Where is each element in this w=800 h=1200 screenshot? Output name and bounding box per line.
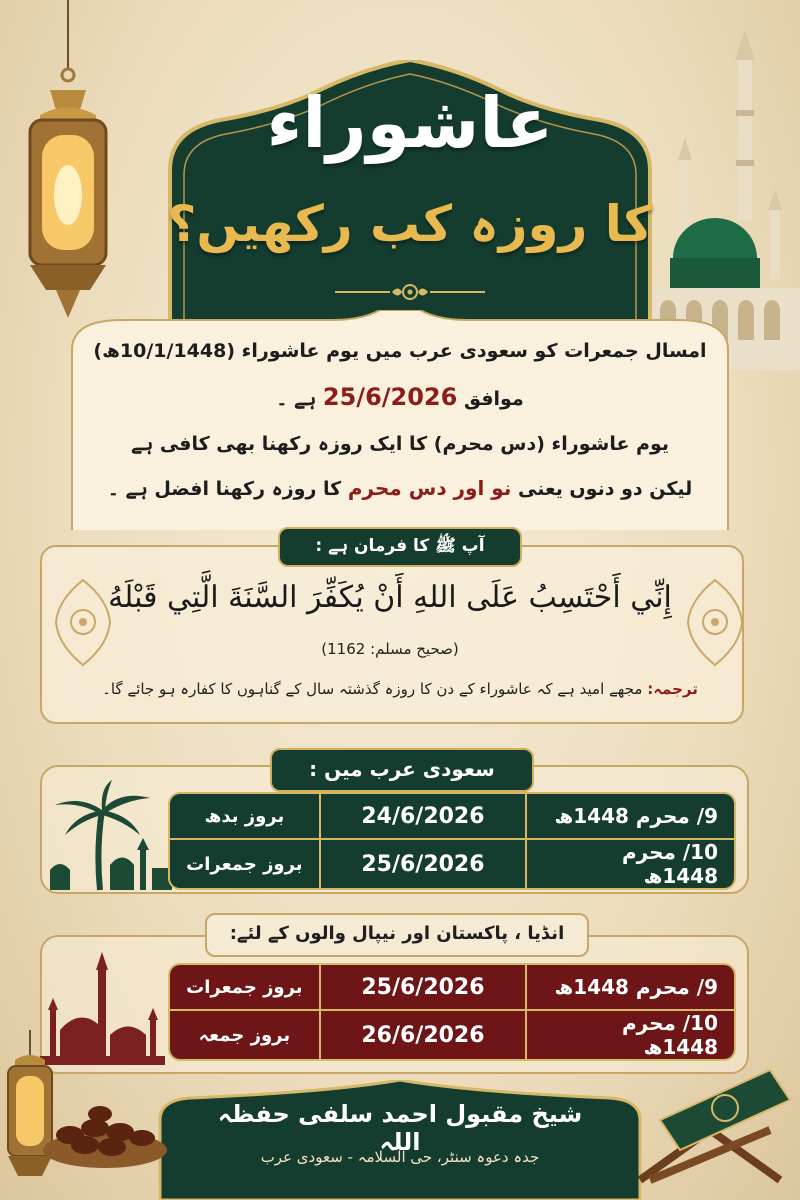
author-location: جدہ دعوہ سنٹر، حی السلامہ - سعودی عرب	[260, 1148, 540, 1166]
table-row	[170, 1011, 734, 1059]
hijri-date-cell: 9/ محرم 1448ھ	[525, 965, 734, 1011]
weekday-cell: بروز بدھ	[170, 794, 319, 840]
info-line-3: یوم عاشوراء (دس محرم) کا ایک روزہ رکھنا بھی کافی ہے	[130, 433, 670, 455]
weekday-cell: بروز جمعرات	[170, 840, 319, 888]
weekday-cell: بروز جمعرات	[170, 965, 319, 1011]
hijri-date-cell: 9/ محرم 1448ھ	[525, 794, 734, 840]
gregorian-date-cell: 25/6/2026	[319, 965, 525, 1011]
saudi-schedule-table	[168, 792, 736, 890]
weekday-cell: بروز جمعہ	[170, 1011, 319, 1059]
info-line-2	[80, 383, 720, 411]
hijri-date-cell: 10/ محرم 1448ھ	[525, 1011, 734, 1059]
gregorian-date-cell: 25/6/2026	[319, 840, 525, 888]
info-line-4-suffix: کا روزہ رکھنا افضل ہے ۔	[107, 478, 342, 500]
ornament-icon	[330, 282, 490, 302]
palm-tree-icon	[40, 780, 175, 895]
saudi-heading: سعودی عرب میں :	[270, 748, 534, 792]
hadith-reference: (صحیح مسلم: 1162)	[321, 640, 459, 658]
info-line-1: امسال جمعرات کو سعودی عرب میں یوم عاشوراء (10/1/1448ھ)	[93, 340, 707, 362]
hadith-arabic-text: إِنِّي أَحْتَسِبُ عَلَى اللهِ أَنْ يُكَفِّرَ السَّنَةَ الَّتِي قَبْلَهُ	[108, 580, 672, 615]
info-line-4-prefix: لیکن دو دنوں یعنی	[517, 478, 693, 500]
info-line-4	[80, 476, 720, 500]
translation-text: مجھے امید ہے کہ عاشوراء کے دن کا روزہ گذشتہ سال کے گناہوں کا کفارہ ہو جائے گا۔	[102, 680, 643, 698]
info-line-2-suffix: ہے ۔	[276, 388, 317, 410]
info-date-highlight: 25/6/2026	[322, 383, 458, 411]
india-schedule-table	[168, 963, 736, 1061]
india-heading: انڈیا ، پاکستان اور نیپال والوں کے لئے:	[205, 913, 589, 957]
table-row	[170, 840, 734, 888]
gregorian-date-cell: 26/6/2026	[319, 1011, 525, 1059]
info-line-2-prefix: موافق	[463, 388, 524, 410]
quran-icon	[620, 1060, 800, 1190]
table-row	[170, 794, 734, 840]
table-row	[170, 965, 734, 1011]
page-title: عاشوراء	[266, 82, 554, 164]
gregorian-date-cell: 24/6/2026	[319, 794, 525, 840]
dates-icon	[40, 1090, 170, 1170]
medallion-icon	[680, 575, 750, 670]
translation-label: ترجمہ:	[647, 680, 698, 698]
hadith-translation	[90, 680, 710, 698]
author-name: شیخ مقبول احمد سلفی حفظہ اللہ	[217, 1100, 583, 1156]
lantern-icon	[10, 0, 110, 330]
page-subtitle: کا روزہ کب رکھیں؟	[167, 195, 653, 253]
hijri-date-cell: 10/ محرم 1448ھ	[525, 840, 734, 888]
hadith-heading: آپ ﷺ کا فرمان ہے :	[278, 527, 522, 567]
info-muharram-highlight: نو اور دس محرم	[347, 476, 512, 500]
